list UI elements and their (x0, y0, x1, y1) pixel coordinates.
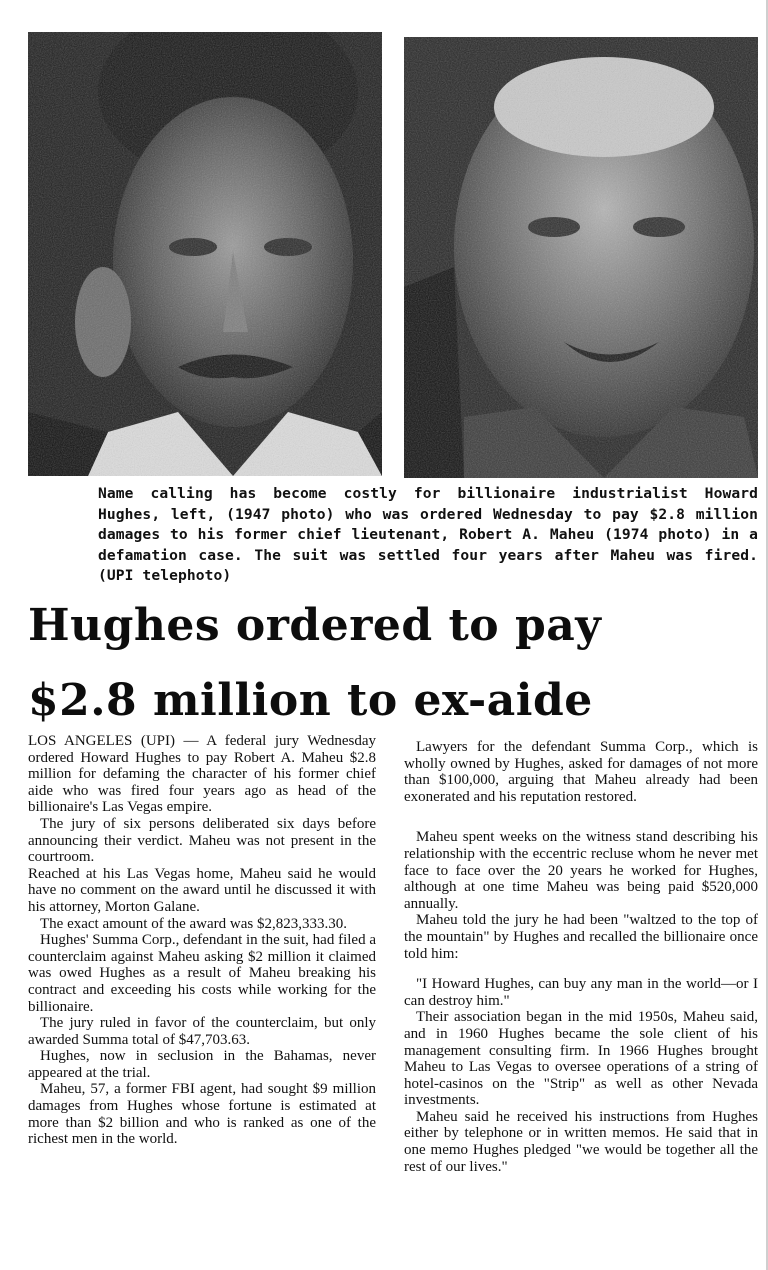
article-paragraph: The jury ruled in favor of the counterclaim, but only awarded Summa total of $47,703.63. (28, 1015, 376, 1048)
article-paragraph: Lawyers for the defendant Summa Corp., which is wholly owned by Hughes, asked for damages of not more than $100,000, arguing that Maheu already had been exonerated and his reputation restored. (404, 739, 758, 805)
photo-robert-maheu-image (404, 37, 758, 478)
article-paragraph: Reached at his Las Vegas home, Maheu said he would have no comment on the award until he discussed it with his attorney, Morton Galane. (28, 865, 376, 915)
article-column-left (28, 733, 376, 1148)
photo-howard-hughes (28, 32, 382, 476)
article-paragraph: Maheu said he received his instructions from Hughes either by telephone or in written memos. He said that in one memo Hughes pledged "we would be together all the rest of our lives." (404, 1108, 758, 1175)
article-paragraph: Their association began in the mid 1950s, Maheu said, and in 1960 Hughes became the sole client of his management consulting firm. In 1966 Hughes brought Maheu to Las Vegas to oversee operations of a string of hotel-casinos on the "Strip" as well as other Nevada investments. (404, 1009, 758, 1109)
article-paragraph: LOS ANGELES (UPI) — A federal jury Wednesday ordered Howard Hughes to pay Robert A. Maheu $2.8 million for defaming the character of his former chief aide who was fired four years ago as head of the billionaire's Las Vegas empire. (28, 733, 376, 816)
photo-howard-hughes-image (28, 32, 382, 476)
headline-line-1: Hughes ordered to pay (28, 600, 602, 651)
article-paragraph: Hughes, now in seclusion in the Bahamas, never appeared at the trial. (28, 1048, 376, 1081)
headline-line-2: $2.8 million to ex-aide (28, 675, 593, 726)
article-paragraph: "I Howard Hughes, can buy any man in the world—or I can destroy him." (404, 976, 758, 1009)
photo-robert-maheu (404, 37, 758, 478)
photo-caption: Name calling has become costly for billionaire industrialist Howard Hughes, left, (1947 photo) who was ordered Wednesday to pay $2.8 million damages to his former chief lieutenant, Robert A. Maheu (1974 photo) in a defamation case. The suit was settled four years after Maheu was fired. (UPI telephoto) (98, 485, 758, 584)
article-paragraph: Maheu, 57, a former FBI agent, had sought $9 million damages from Hughes whose fortune is estimated at more than $2 billion and who is ranked as one of the richest men in the world. (28, 1081, 376, 1148)
article-paragraph: Maheu spent weeks on the witness stand describing his relationship with the eccentric recluse whom he never met face to face over the 20 years he worked for Hughes, although at one time Maheu was being paid $520,000 annually. (404, 829, 758, 912)
article-paragraph: The exact amount of the award was $2,823,333.30. (40, 915, 347, 932)
article-paragraph: Maheu told the jury he had been "waltzed to the top of the mountain" by Hughes and recalled the billionaire once told him: (404, 912, 758, 962)
article-column-right (404, 739, 758, 1175)
article-paragraph: The jury of six persons deliberated six days before announcing their verdict. Maheu was not present in the courtroom. (28, 815, 376, 866)
article-paragraph: Hughes' Summa Corp., defendant in the suit, had filed a counterclaim against Maheu asking $2 million it claimed was owed Hughes as a result of Maheu breaking his contract and exceeding his costs while working for the billionaire. (28, 932, 376, 1015)
